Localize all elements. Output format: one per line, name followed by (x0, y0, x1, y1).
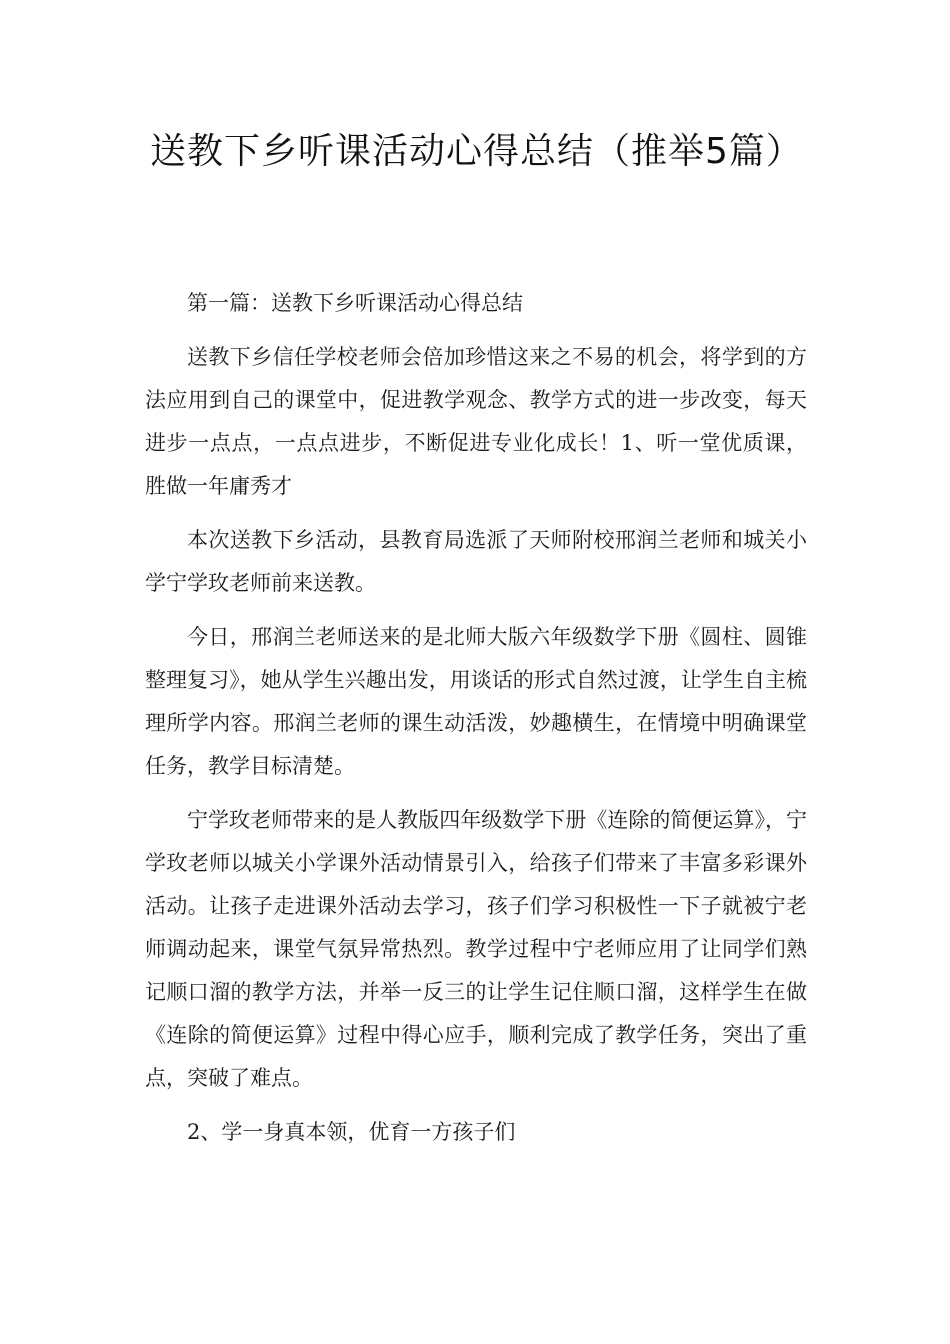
paragraph: 今日，邢润兰老师送来的是北师大版六年级数学下册《圆柱、圆锥整理复习》，她从学生兴趣出发，用谈话的形式自然过渡，让学生自主梳理所学内容。邢润兰老师的课生动活泼，妙趣横生，在情境中明确课堂任务，教学目标清楚。 (145, 625, 807, 778)
paragraph: 本次送教下乡活动，县教育局选派了天师附校邢润兰老师和城关小学宁学玫老师前来送教。 (145, 528, 807, 595)
document-title: 送教下乡听课活动心得总结（推举5篇） (150, 131, 803, 172)
subheading: 2、学一身真本领，优育一方孩子们 (187, 1120, 516, 1144)
paragraph: 宁学玫老师带来的是人教版四年级数学下册《连除的简便运算》，宁学玫老师以城关小学课外活动情景引入，给孩子们带来了丰富多彩课外活动。让孩子走进课外活动去学习，孩子们学习积极性一下子就被宁老师调动起来，课堂气氛异常热烈。教学过程中宁老师应用了让同学们熟记顺口溜的教学方法，并举一反三的让学生记住顺口溜，这样学生在做《连除的简便运算》过程中得心应手，顺利完成了教学任务，突出了重点，突破了难点。 (145, 808, 807, 1090)
paragraph: 送教下乡信任学校老师会倍加珍惜这来之不易的机会，将学到的方法应用到自己的课堂中，促进教学观念、教学方式的进一步改变，每天进步一点点，一点点进步，不断促进专业化成长！1、听一堂优质课，胜做一年庸秀才 (145, 345, 807, 498)
document-body (145, 282, 807, 1165)
section-heading: 第一篇：送教下乡听课活动心得总结 (187, 291, 523, 315)
